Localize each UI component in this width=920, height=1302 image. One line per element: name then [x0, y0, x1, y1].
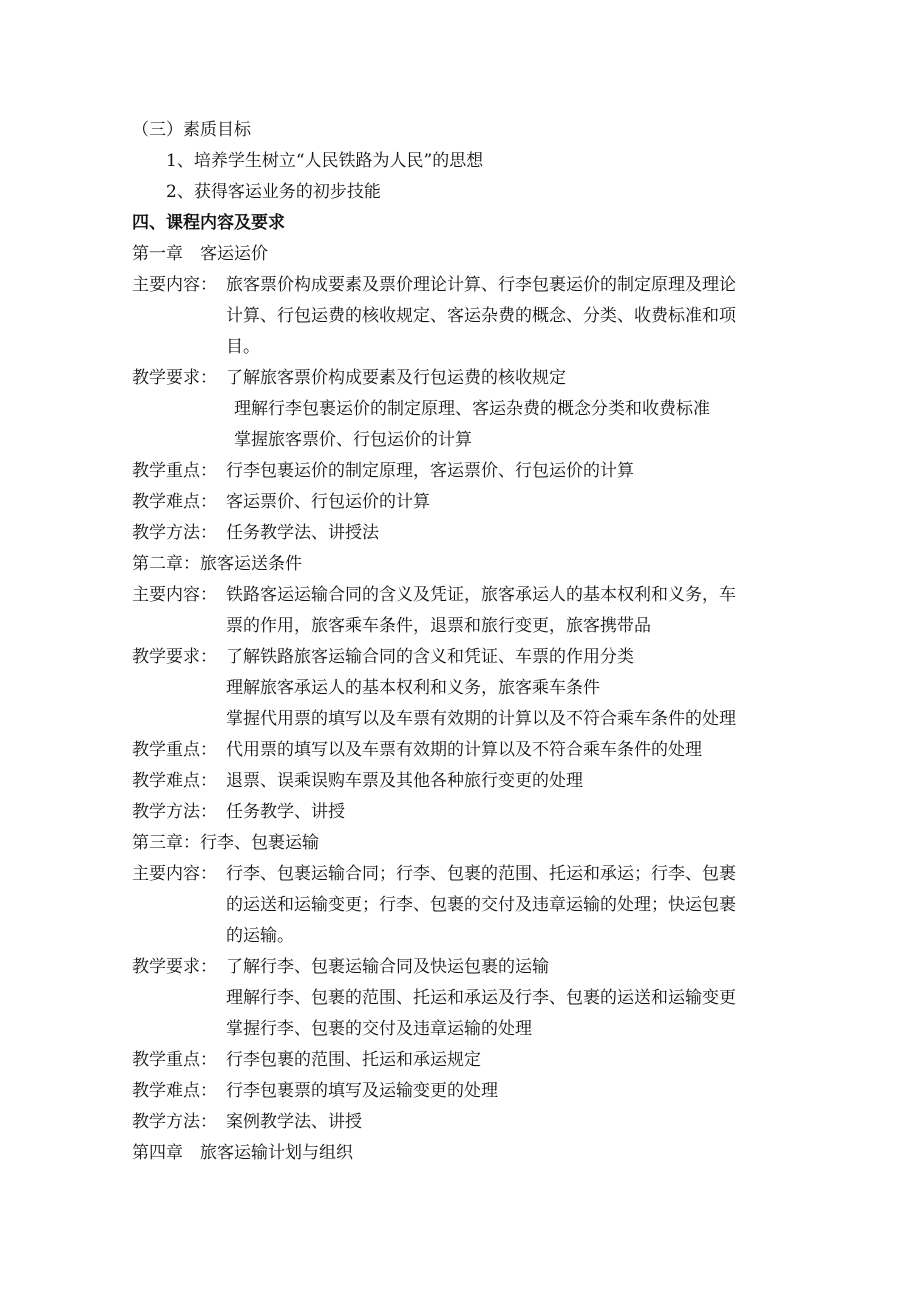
quality-item-2: 2、获得客运业务的初步技能	[166, 182, 381, 202]
requirements-label: 教学要求：	[132, 647, 217, 667]
chapter-1-difficulties	[132, 490, 430, 514]
requirements-label: 教学要求：	[132, 368, 217, 388]
requirement-line: 了解旅客票价构成要素及行包运费的核收规定	[226, 368, 566, 388]
content-line: 票的作用，旅客乘车条件，退票和旅行变更，旅客携带品	[226, 616, 651, 636]
chapter-3-content	[132, 862, 736, 886]
content-line: 目。	[226, 337, 260, 357]
requirements-label: 教学要求：	[132, 957, 217, 977]
key-points-text: 代用票的填写以及车票有效期的计算以及不符合乘车条件的处理	[226, 740, 702, 760]
content-line: 计算、行包运费的核收规定、客运杂费的概念、分类、收费标准和项	[226, 306, 736, 326]
content-line: 旅客票价构成要素及票价理论计算、行李包裹运价的制定原理及理论	[226, 275, 736, 295]
key-points-label: 教学重点：	[132, 461, 217, 481]
content-label: 主要内容：	[132, 275, 217, 295]
requirement-line: 了解行李、包裹运输合同及快运包裹的运输	[226, 957, 549, 977]
requirement-line: 理解行李、包裹的范围、托运和承运及行李、包裹的运送和运输变更	[226, 988, 736, 1008]
chapter-1-methods	[132, 521, 379, 545]
chapter-3-key-points	[132, 1048, 481, 1072]
key-points-label: 教学重点：	[132, 1050, 217, 1070]
difficulties-label: 教学难点：	[132, 771, 217, 791]
requirement-line: 了解铁路旅客运输合同的含义和凭证、车票的作用分类	[226, 647, 634, 667]
chapter-3-requirements	[132, 955, 549, 979]
chapter-4-title: 第四章 旅客运输计划与组织	[132, 1143, 353, 1163]
content-line: 的运送和运输变更；行李、包裹的交付及违章运输的处理；快运包裹	[226, 895, 736, 915]
difficulties-text: 行李包裹票的填写及运输变更的处理	[226, 1081, 498, 1101]
chapter-2-key-points	[132, 738, 702, 762]
chapter-2-requirements	[132, 645, 634, 669]
content-line: 铁路客运运输合同的含义及凭证，旅客承运人的基本权利和义务，车	[226, 585, 736, 605]
chapter-2-methods	[132, 800, 345, 824]
key-points-text: 行李包裹的范围、托运和承运规定	[226, 1050, 481, 1070]
content-label: 主要内容：	[132, 864, 217, 884]
chapter-3-title: 第三章：行李、包裹运输	[132, 833, 319, 853]
chapter-1-title: 第一章 客运运价	[132, 244, 268, 264]
quality-item-1: 1、培养学生树立“人民铁路为人民”的思想	[166, 151, 484, 171]
methods-label: 教学方法：	[132, 523, 217, 543]
content-label: 主要内容：	[132, 585, 217, 605]
section-heading: 四、课程内容及要求	[132, 213, 285, 233]
quality-heading: （三）素质目标	[132, 120, 251, 140]
key-points-label: 教学重点：	[132, 740, 217, 760]
difficulties-label: 教学难点：	[132, 1081, 217, 1101]
chapter-1-key-points	[132, 459, 634, 483]
requirement-line: 掌握旅客票价、行包运价的计算	[234, 430, 472, 450]
difficulties-text: 退票、误乘误购车票及其他各种旅行变更的处理	[226, 771, 583, 791]
chapter-1-requirements	[132, 366, 566, 390]
difficulties-label: 教学难点：	[132, 492, 217, 512]
chapter-2-content	[132, 583, 736, 607]
difficulties-text: 客运票价、行包运价的计算	[226, 492, 430, 512]
content-line: 的运输。	[226, 926, 294, 946]
requirement-line: 理解旅客承运人的基本权利和义务，旅客乘车条件	[226, 678, 600, 698]
requirement-line: 理解行李包裹运价的制定原理、客运杂费的概念分类和收费标准	[234, 399, 710, 419]
chapter-2-title: 第二章：旅客运送条件	[132, 554, 302, 574]
chapter-3-methods	[132, 1110, 362, 1134]
key-points-text: 行李包裹运价的制定原理，客运票价、行包运价的计算	[226, 461, 634, 481]
methods-label: 教学方法：	[132, 802, 217, 822]
chapter-2-difficulties	[132, 769, 583, 793]
chapter-1-content	[132, 273, 736, 297]
chapter-3-difficulties	[132, 1079, 498, 1103]
methods-text: 任务教学法、讲授法	[226, 523, 379, 543]
methods-text: 案例教学法、讲授	[226, 1112, 362, 1132]
requirement-line: 掌握代用票的填写以及车票有效期的计算以及不符合乘车条件的处理	[226, 709, 736, 729]
requirement-line: 掌握行李、包裹的交付及违章运输的处理	[226, 1019, 532, 1039]
methods-text: 任务教学、讲授	[226, 802, 345, 822]
content-line: 行李、包裹运输合同；行李、包裹的范围、托运和承运；行李、包裹	[226, 864, 736, 884]
methods-label: 教学方法：	[132, 1112, 217, 1132]
